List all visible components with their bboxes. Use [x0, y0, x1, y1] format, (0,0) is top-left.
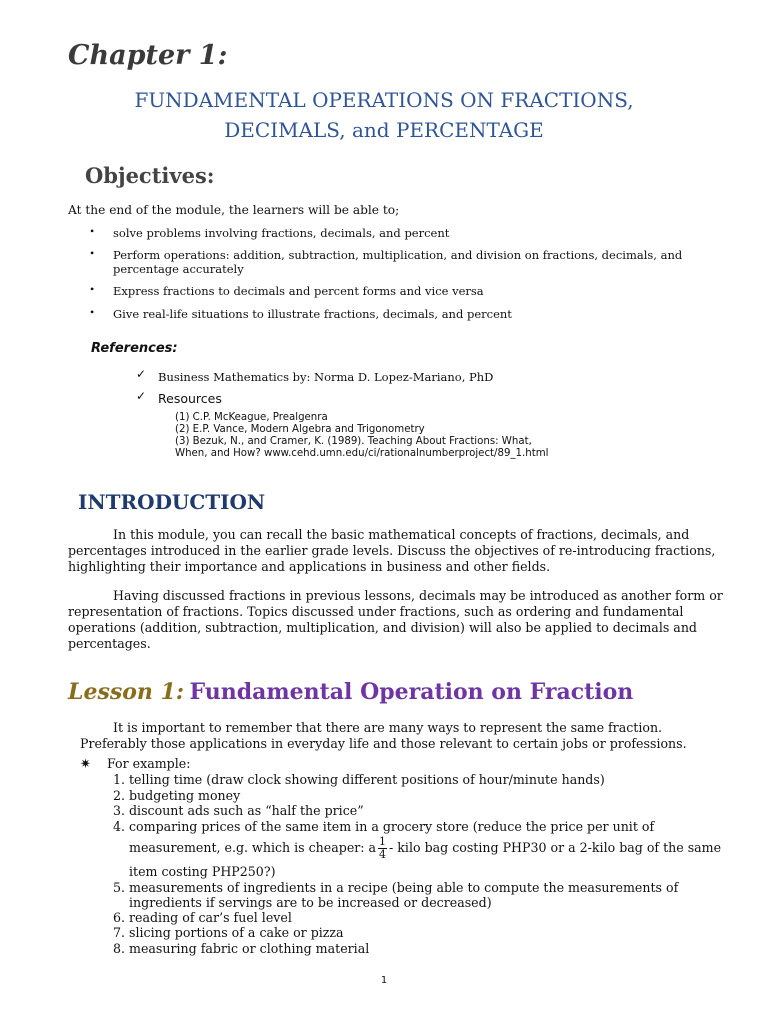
list-item: comparing prices of the same item in a grocery store (reduce the price per unit of — [129, 819, 655, 834]
objective-item: Perform operations: addition, subtraction, multiplication, and division on fractions, decimals, and — [113, 248, 683, 262]
title-line-2: DECIMALS, and PERCENTAGE — [224, 118, 544, 142]
objective-item-continued: percentage accurately — [113, 262, 244, 276]
chapter-heading: Chapter 1: — [68, 40, 228, 71]
text-line: Preferably those applications in everyday life and those relevant to certain jobs or professions. — [80, 736, 687, 751]
list-number: 2. — [112, 788, 125, 803]
references-label: References: — [91, 341, 178, 356]
list-item: budgeting money — [129, 788, 241, 803]
lesson-paragraph — [80, 720, 740, 752]
text-line: In this module, you can recall the basic mathematical concepts of fractions, decimals, and — [113, 527, 690, 542]
list-number: 1. — [112, 772, 125, 787]
list-item: slicing portions of a cake or pizza — [129, 925, 344, 940]
star-bullet-icon: ✷ — [80, 756, 91, 771]
list-item-continued: item costing PHP250?) — [129, 864, 276, 879]
text-line: highlighting their importance and applications in business and other fields. — [68, 559, 551, 574]
objective-item: solve problems involving fractions, decimals, and percent — [113, 226, 450, 240]
list-item: telling time (draw clock showing different positions of hour/minute hands) — [129, 772, 605, 787]
text-segment: - kilo bag costing PHP30 or a 2-kilo bag of the same — [389, 840, 722, 855]
title-line-1: FUNDAMENTAL OPERATIONS ON FRACTIONS, — [134, 88, 634, 112]
resource-item: (1) C.P. McKeague, Prealgenra — [175, 412, 328, 423]
text-line: It is important to remember that there are many ways to represent the same fraction. — [113, 720, 663, 735]
list-number: 8. — [112, 941, 125, 956]
intro-paragraph-1 — [68, 527, 728, 575]
page-number: 1 — [380, 975, 388, 986]
list-item: measuring fabric or clothing material — [129, 941, 370, 956]
list-number: 4. — [112, 819, 125, 834]
list-number: 7. — [112, 925, 125, 940]
objective-item: Express fractions to decimals and percent forms and vice versa — [113, 284, 484, 298]
list-item: measurements of ingredients in a recipe (being able to compute the measurements of — [129, 880, 679, 895]
text-line: percentages. — [68, 636, 151, 651]
resource-item: When, and How? www.cehd.umn.edu/ci/rationalnumberproject/89_1.html — [175, 448, 549, 459]
resources-list — [175, 412, 645, 460]
list-item-continued: ingredients if servings are to be increased or decreased) — [129, 895, 492, 910]
resource-item: (2) E.P. Vance, Modern Algebra and Trigonometry — [175, 424, 425, 435]
list-item-continued — [129, 834, 729, 862]
lesson-heading — [68, 679, 633, 705]
list-item: reading of car’s fuel level — [129, 910, 292, 925]
bullet-icon: • — [90, 224, 95, 238]
for-example-label: For example: — [107, 756, 191, 771]
text-line: Having discussed fractions in previous lessons, decimals may be introduced as another form or — [113, 588, 723, 603]
fraction-numerator: 1 — [379, 835, 387, 848]
list-number: 5. — [112, 880, 125, 895]
list-number: 6. — [112, 910, 125, 925]
introduction-heading: INTRODUCTION — [78, 490, 266, 514]
bullet-icon: • — [90, 282, 95, 296]
resource-item: (3) Bezuk, N., and Cramer, K. (1989). Teaching About Fractions: What, — [175, 436, 532, 447]
objectives-heading: Objectives: — [85, 163, 215, 188]
checkmark-icon: ✓ — [136, 367, 147, 381]
text-line: representation of fractions. Topics discussed under fractions, such as ordering and fundamental — [68, 604, 684, 619]
text-segment: measurement, e.g. which is cheaper: a — [129, 840, 377, 855]
list-number: 3. — [112, 803, 125, 818]
text-line: percentages introduced in the earlier grade levels. Discuss the objectives of re-introducing fractions, — [68, 543, 716, 558]
objectives-intro: At the end of the module, the learners will be able to; — [68, 203, 400, 217]
bullet-icon: • — [90, 246, 95, 260]
lesson-title: Fundamental Operation on Fraction — [189, 679, 634, 705]
reference-item: Business Mathematics by: Norma D. Lopez-Mariano, PhD — [158, 370, 494, 384]
lesson-number: Lesson 1: — [68, 679, 184, 705]
bullet-icon: • — [90, 305, 95, 319]
list-item: discount ads such as “half the price” — [129, 803, 364, 818]
objective-item: Give real-life situations to illustrate fractions, decimals, and percent — [113, 307, 512, 321]
fraction-denominator: 4 — [379, 848, 387, 861]
checkmark-icon: ✓ — [136, 389, 147, 403]
text-line: operations (addition, subtraction, multiplication, and division) will also be applied to decimals and — [68, 620, 697, 635]
intro-paragraph-2 — [68, 588, 728, 652]
reference-item: Resources — [158, 391, 222, 406]
fraction — [378, 836, 387, 861]
